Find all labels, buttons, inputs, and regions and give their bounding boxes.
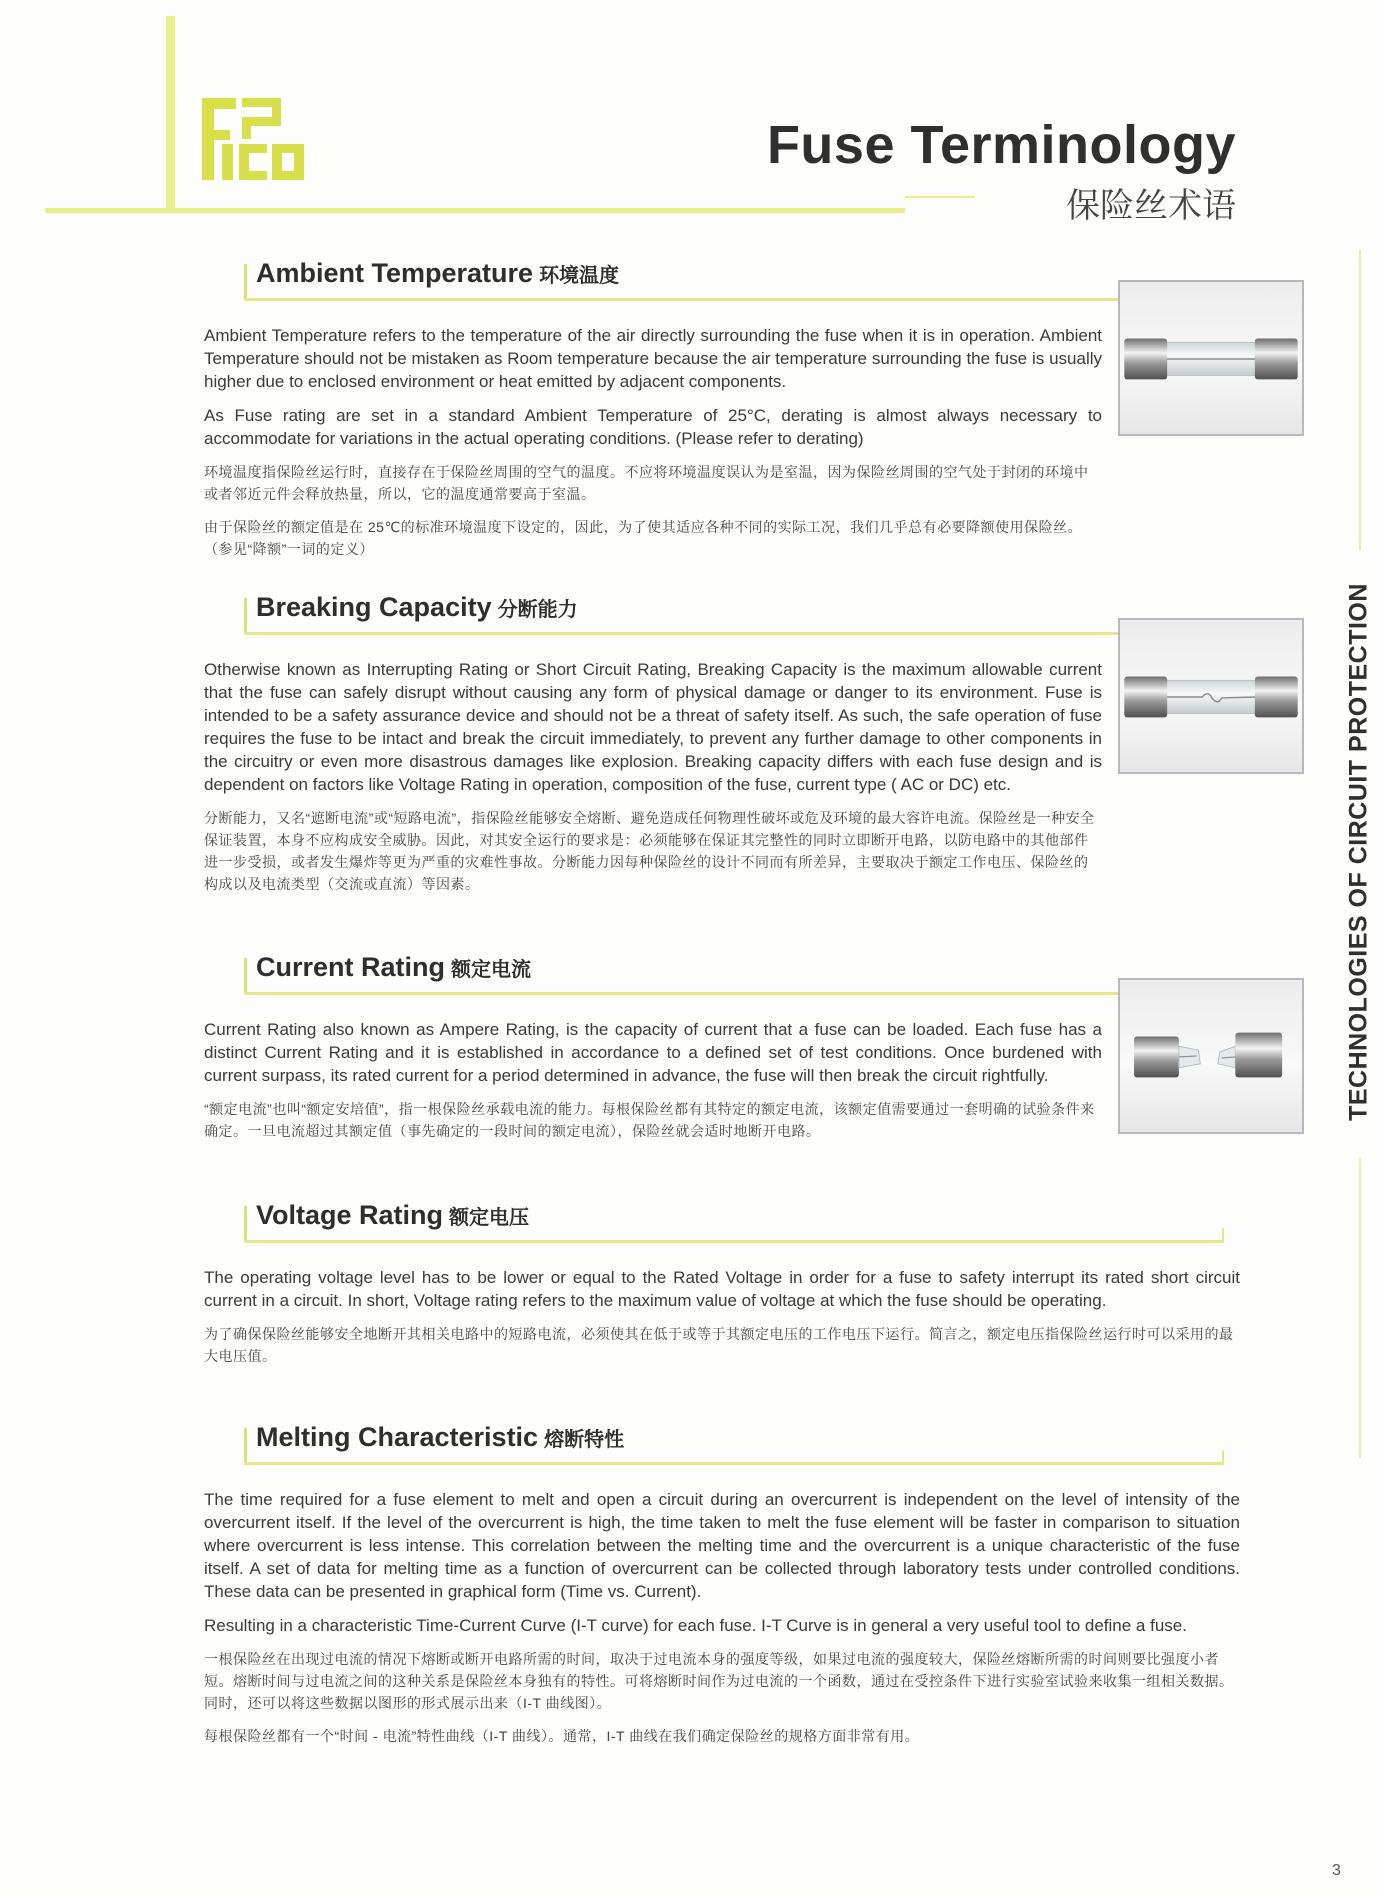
company-logo xyxy=(202,98,304,180)
header-accent-bar xyxy=(166,16,175,212)
paragraph-en: The time required for a fuse element to melt and open a circuit during an overcurrent is independent on the level of intensity of the overcurrent itself. If the level of the overcurrent is high, the time taken to melt the fuse element will be faster in comparison to situation where overcurrent is less intense. This correlation between the melting time and the overcurrent is a unique characteristic of the fuse itself. A set of data for melting time as a function of overcurrent can be collected through laboratory tests under controlled conditions. These data can be presented in graphical form (Time vs. Current). xyxy=(204,1490,1240,1601)
section-heading xyxy=(204,586,1240,636)
section-breaking-capacity xyxy=(204,586,1240,906)
paragraph-en: As Fuse rating are set in a standard Ambient Temperature of 25°C, derating is almost always necessary to accommodate for variations in the actual operating conditions. (Please refer to derating) xyxy=(204,406,1102,448)
paragraph-en: Resulting in a characteristic Time-Current Curve (I-T curve) for each fuse. I-T Curve is in general a very useful tool to define a fuse. xyxy=(204,1616,1187,1635)
section-title: Current Rating 额定电流 xyxy=(256,952,531,982)
fuse-photo-intact xyxy=(1118,280,1304,436)
section-title: Melting Characteristic 熔断特性 xyxy=(256,1422,625,1452)
section-title: Ambient Temperature 环境温度 xyxy=(256,258,620,288)
paragraph-en: Current Rating also known as Ampere Rating, is the capacity of current that a fuse can be loaded. Each fuse has a distinct Current Rating and it is established in accordance to a defined set of test conditions. Once burdened with current surpass, its rated current for a period determined in advance, the fuse will then break the circuit rightfully. xyxy=(204,1020,1102,1085)
fuse-photo-blown xyxy=(1118,978,1304,1134)
paragraph-en: The operating voltage level has to be lower or equal to the Rated Voltage in order for a fuse to safety interrupt its rated short circuit current in a circuit. In short, Voltage rating refers to the maximum value of voltage at which the fuse should be operating. xyxy=(204,1268,1240,1310)
section-title: Breaking Capacity 分断能力 xyxy=(256,592,578,622)
section-heading xyxy=(204,252,1240,302)
side-rule-bottom xyxy=(1359,1158,1361,1458)
paragraph-en: Ambient Temperature refers to the temperature of the air directly surrounding the fuse when it is in operation. Ambient Temperature should not be mistaken as Room temperature because the air temperature surrounding the fuse is usually higher due to enclosed environment or heat emitted by adjacent components. xyxy=(204,326,1102,391)
section-voltage-rating xyxy=(204,1194,1240,1378)
side-rule-top xyxy=(1359,250,1361,550)
section-current-rating xyxy=(204,946,1240,1153)
paragraph-zh: 由于保险丝的额定值是在 25℃的标准环境温度下设定的，因此，为了使其适应各种不同的实际工况，我们几乎总有必要降额使用保险丝。（参见“降额”一词的定义） xyxy=(204,519,1083,557)
section-heading xyxy=(204,1416,1240,1466)
fuse-photo-breaking xyxy=(1118,618,1304,774)
paragraph-zh: 环境温度指保险丝运行时，直接存在于保险丝周围的空气的温度。不应将环境温度误认为是室温，因为保险丝周围的空气处于封闭的环境中或者邻近元件会释放热量，所以，它的温度通常要高于室温。 xyxy=(204,464,1089,502)
section-ambient-temperature xyxy=(204,252,1240,571)
paragraph-zh: 为了确保保险丝能够安全地断开其相关电路中的短路电流，必须使其在低于或等于其额定电压的工作电压下运行。简言之，额定电压指保险丝运行时可以采用的最大电压值。 xyxy=(204,1326,1234,1364)
paragraph-zh: 一根保险丝在出现过电流的情况下熔断或断开电路所需的时间，取决于过电流本身的强度等级，如果过电流的强度较大，保险丝熔断所需的时间则要比强度小者短。熔断时间与过电流之间的这种关系是保险丝本身独有的特性。可将熔断时间作为过电流的一个函数，通过在受控条件下进行实验室试验来收集一组相关数据。同时，还可以将这些数据以图形的形式展示出来（I-T 曲线图）。 xyxy=(204,1651,1234,1711)
section-heading xyxy=(204,1194,1240,1244)
paragraph-zh: 分断能力，又名“遮断电流”或“短路电流”，指保险丝能够安全熔断、避免造成任何物理性破坏或危及环境的最大容许电流。保险丝是一种安全保证装置，本身不应构成安全威胁。因此，对其安全运行的要求是：必须能够在保证其完整性的同时立即断开电路，以防电路中的其他部件进一步受损，或者发生爆炸等更为严重的灾难性事故。分断能力因每种保险丝的设计不同而有所差异，主要取决于额定工作电压、保险丝的构成以及电流类型（交流或直流）等因素。 xyxy=(204,810,1095,892)
section-heading xyxy=(204,946,1240,996)
header-rule xyxy=(45,208,905,213)
section-title: Voltage Rating 额定电压 xyxy=(256,1200,530,1230)
page-title: Fuse Terminology xyxy=(766,115,1236,175)
paragraph-zh: “额定电流”也叫“额定安培值”，指一根保险丝承载电流的能力。每根保险丝都有其特定的额定电流，该额定值需要通过一套明确的试验条件来确定。一旦电流超过其额定值（事先确定的一段时间的额定电流），保险丝就会适时地断开电路。 xyxy=(204,1101,1095,1139)
section-melting-characteristic xyxy=(204,1416,1240,1758)
page-subtitle: 保险丝术语 xyxy=(1066,187,1236,225)
paragraph-en: Otherwise known as Interrupting Rating or Short Circuit Rating, Breaking Capacity is the maximum allowable current that the fuse can safely disrupt without causing any form of physical damage or danger to its environment. Fuse is intended to be a safety assurance device and should not be a threat of safety itself. As such, the safe operation of fuse requires the fuse to be intact and break the circuit immediately, to prevent any further damage to other components in the circuitry or even more disastrous damages like explosion. Breaking capacity differs with each fuse design and is dependent on factors like Voltage Rating in operation, composition of the fuse, current type ( AC or DC) etc. xyxy=(204,660,1102,794)
side-category-label: TECHNOLOGIES OF CIRCUIT PROTECTION xyxy=(1344,583,1373,1121)
page-number: 3 xyxy=(1332,1862,1341,1879)
header-rule-thin xyxy=(905,196,975,198)
paragraph-zh: 每根保险丝都有一个“时间 - 电流”特性曲线（I-T 曲线）。通常，I-T 曲线在我们确定保险丝的规格方面非常有用。 xyxy=(204,1728,920,1744)
